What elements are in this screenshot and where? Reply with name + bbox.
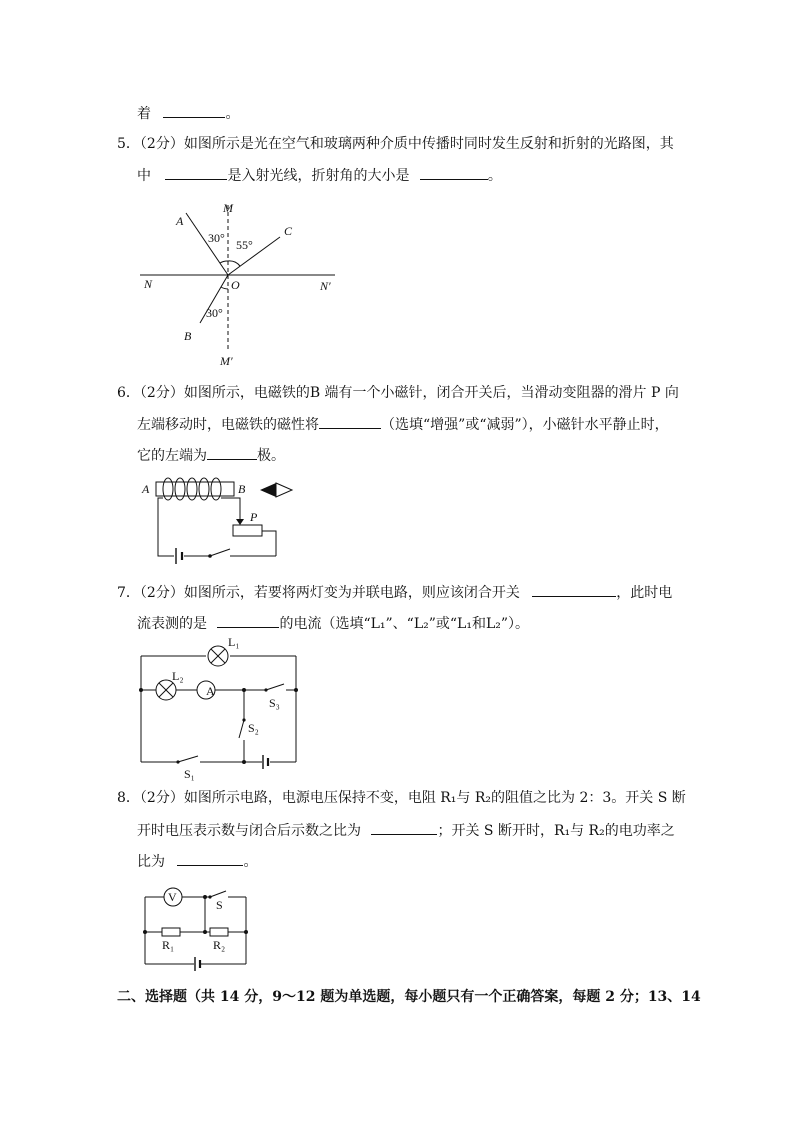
angle-label-reflection: 55°: [236, 238, 253, 252]
label-S1: S₁: [184, 767, 195, 781]
q6-line2: 左端移动时，电磁铁的磁性将 （选填“增强”或“减弱”），小磁针水平静止时，: [137, 414, 669, 435]
label-C: C: [284, 224, 293, 238]
ammeter-label: A: [206, 684, 215, 698]
answer-blank[interactable]: [165, 165, 227, 180]
q7-lamp-circuit: [136, 636, 306, 784]
answer-blank[interactable]: [319, 414, 381, 429]
answer-blank[interactable]: [371, 820, 437, 835]
q6-line1: 6．（2分）如图所示，电磁铁的B 端有一个小磁针，闭合开关后，当滑动变阻器的滑片 P 向: [117, 385, 679, 401]
label-N: N: [144, 277, 153, 291]
voltmeter-label: V: [168, 890, 177, 904]
q6-line3: 它的左端为 极。: [137, 445, 285, 466]
angle-label-refraction: 30°: [206, 306, 223, 320]
label-S2: S₂: [248, 721, 259, 735]
label-M: M: [223, 201, 233, 215]
section-heading: 二、选择题（共 14 分，9～12 题为单选题，每小题只有一个正确答案，每题 2 分；13、14: [117, 989, 701, 1005]
answer-blank[interactable]: [177, 851, 243, 866]
answer-blank[interactable]: [207, 445, 257, 460]
label-O: O: [231, 278, 240, 292]
q7-line1: 7．（2分）如图所示，若要将两灯变为并联电路，则应该闭合开关 ，此时电: [117, 582, 672, 603]
q8-resistor-circuit: [140, 882, 255, 972]
q8-line1: 8．（2分）如图所示电路，电源电压保持不变，电阻 R₁与 R₂的阻值之比为 2：3。开关 S 断: [117, 790, 686, 806]
q8-line3: 比为 。: [137, 851, 257, 872]
label-S: S: [216, 898, 223, 912]
label-L2: L₂: [172, 669, 184, 683]
label-R2: R₂: [213, 938, 226, 952]
q7-line2: 流表测的是 的电流（选填“L₁”、“L₂”或“L₁和L₂”）。: [137, 613, 529, 634]
answer-blank[interactable]: [532, 582, 616, 597]
answer-blank[interactable]: [217, 613, 279, 628]
label-L1: L₁: [228, 635, 240, 649]
label-R1: R₁: [162, 938, 175, 952]
answer-blank[interactable]: [163, 103, 225, 118]
top-line: 着 。: [137, 103, 239, 124]
q5-line2: 中 是入射光线，折射角的大小是 。: [137, 165, 502, 186]
label-A: A: [142, 482, 150, 496]
label-P: P: [250, 510, 258, 524]
q8-line2: 开时电压表示数与闭合后示数之比为 ；开关 S 断开时，R₁与 R₂的电功率之: [137, 820, 675, 841]
label-B: B: [184, 329, 192, 343]
label-S3: S₃: [269, 696, 280, 710]
q6-electromagnet-circuit: [138, 476, 298, 566]
angle-label-incidence: 30°: [208, 231, 225, 245]
answer-blank[interactable]: [420, 165, 488, 180]
label-A: A: [176, 214, 184, 228]
q5-light-path-diagram: [130, 195, 360, 375]
label-M-prime: M′: [220, 354, 233, 368]
q5-line1: 5．（2分）如图所示是光在空气和玻璃两种介质中传播时同时发生反射和折射的光路图，其: [117, 136, 674, 152]
label-N-prime: N′: [320, 279, 331, 293]
label-B: B: [238, 482, 246, 496]
